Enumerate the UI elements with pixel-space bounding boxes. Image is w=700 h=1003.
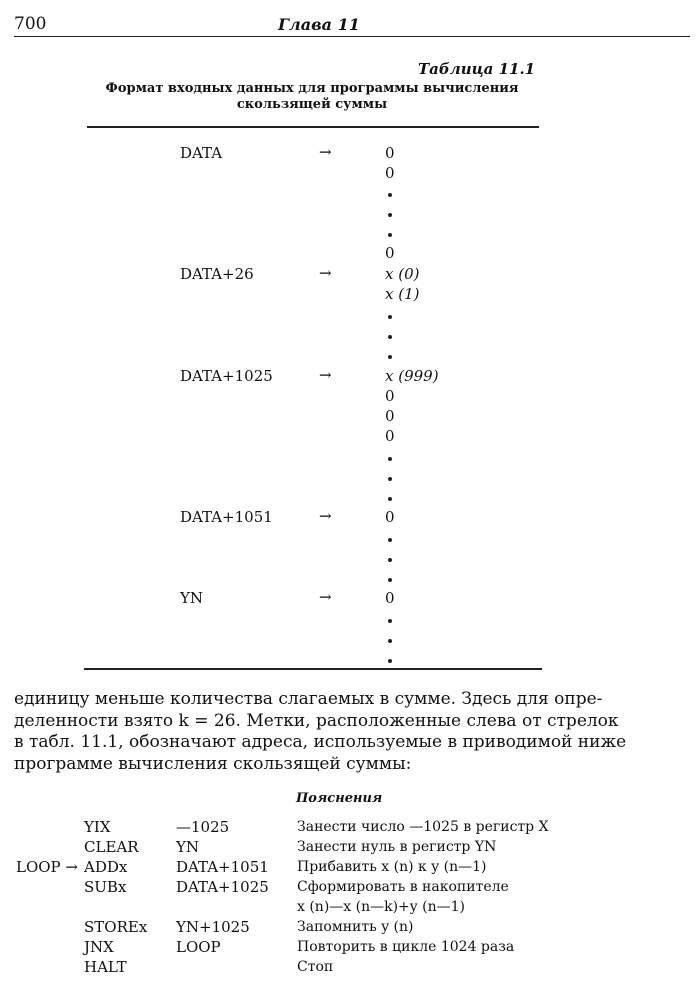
program-opcode: CLEAR <box>84 838 139 856</box>
program-operand: DATA+1025 <box>176 878 269 896</box>
ellipsis-dot <box>388 538 392 542</box>
memory-value: 0 <box>385 407 395 425</box>
ellipsis-dot <box>388 355 392 359</box>
program-note: Занести число —1025 в регистр X <box>297 819 549 835</box>
memory-value: 0 <box>385 508 395 526</box>
ellipsis-dot <box>388 477 392 481</box>
address-label: DATA <box>180 144 223 162</box>
table-title-line-1: Формат входных данных для программы вычисления <box>105 81 519 96</box>
program-note: Занести нуль в регистр YN <box>297 839 497 855</box>
chapter-title: Глава 11 <box>278 15 360 34</box>
memory-value: 0 <box>385 589 395 607</box>
paragraph-line: единицу меньше количества слагаемых в сумме. Здесь для опре- <box>14 689 603 709</box>
notes-heading: Пояснения <box>296 791 383 806</box>
table-label: Таблица 11.1 <box>418 60 536 78</box>
memory-value: x (1) <box>385 285 420 303</box>
program-opcode: YIX <box>84 818 111 836</box>
program-note: Запомнить y (n) <box>297 919 414 935</box>
address-label: DATA+26 <box>180 265 254 283</box>
address-label: YN <box>180 589 204 607</box>
program-label: LOOP → <box>16 858 78 876</box>
ellipsis-dot <box>388 213 392 217</box>
memory-value: 0 <box>385 387 395 405</box>
ellipsis-dot <box>388 619 392 623</box>
ellipsis-dot <box>388 639 392 643</box>
program-note: x (n)—x (n—k)+y (n—1) <box>297 899 465 915</box>
ellipsis-dot <box>388 578 392 582</box>
ellipsis-dot <box>388 457 392 461</box>
memory-value: 0 <box>385 427 395 445</box>
program-opcode: ADDx <box>84 858 128 876</box>
address-label: DATA+1025 <box>180 367 273 385</box>
program-operand: DATA+1051 <box>176 858 269 876</box>
address-label: DATA+1051 <box>180 508 273 526</box>
program-opcode: HALT <box>84 958 127 976</box>
table-bottom-rule <box>84 668 542 670</box>
program-operand: YN+1025 <box>176 918 250 936</box>
program-operand: —1025 <box>176 818 230 836</box>
ellipsis-dot <box>388 193 392 197</box>
ellipsis-dot <box>388 335 392 339</box>
program-note: Сформировать в накопителе <box>297 879 509 895</box>
arrow-icon: → <box>319 507 332 525</box>
arrow-icon: → <box>319 366 332 384</box>
memory-value: 0 <box>385 144 395 162</box>
program-opcode: STOREx <box>84 918 148 936</box>
table-top-rule <box>87 126 539 128</box>
memory-value: 0 <box>385 244 395 262</box>
table-title <box>90 81 534 113</box>
paragraph-line: программе вычисления скользящей суммы: <box>14 753 412 774</box>
paragraph-line: в табл. 11.1, обозначают адреса, используемые в приводимой ниже <box>14 732 627 752</box>
program-operand: LOOP <box>176 938 221 956</box>
arrow-icon: → <box>319 588 332 606</box>
memory-value: 0 <box>385 164 395 182</box>
program-note: Повторить в цикле 1024 раза <box>297 939 515 955</box>
arrow-icon: → <box>319 143 332 161</box>
body-paragraph <box>14 689 686 775</box>
program-opcode: JNX <box>84 938 114 956</box>
program-opcode: SUBx <box>84 878 127 896</box>
table-title-line-2: скользящей суммы <box>236 97 388 112</box>
program-note: Прибавить x (n) к y (n—1) <box>297 859 487 875</box>
ellipsis-dot <box>388 497 392 501</box>
memory-value: x (999) <box>385 367 439 385</box>
ellipsis-dot <box>388 558 392 562</box>
program-operand: YN <box>176 838 200 856</box>
ellipsis-dot <box>388 659 392 663</box>
header-divider <box>14 36 690 37</box>
paragraph-line: деленности взято k = 26. Метки, расположенные слева от стрелок <box>14 710 619 731</box>
page-number: 700 <box>14 14 47 34</box>
ellipsis-dot <box>388 315 392 319</box>
ellipsis-dot <box>388 233 392 237</box>
program-note: Стоп <box>297 959 334 975</box>
memory-value: x (0) <box>385 265 420 283</box>
arrow-icon: → <box>319 264 332 282</box>
